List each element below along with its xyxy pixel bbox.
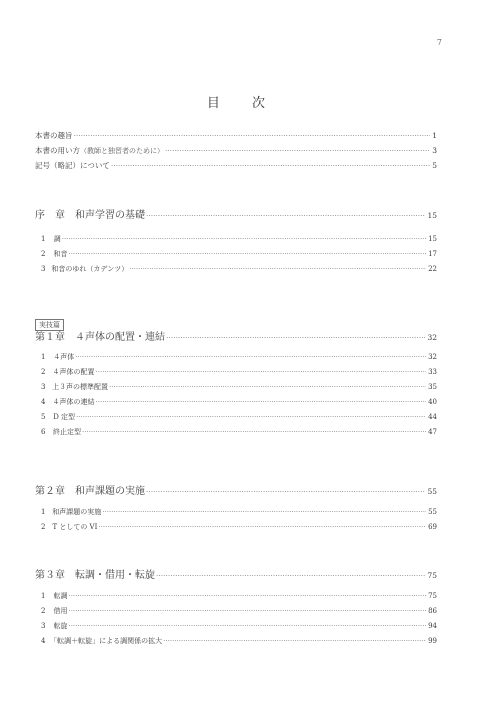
- chapter-3-sections: [35, 591, 437, 651]
- section-label: 調: [53, 235, 61, 243]
- dot-leader: [74, 131, 431, 140]
- chapter-page: 55: [427, 487, 437, 496]
- section-entry: [35, 591, 437, 606]
- chapter-heading: [35, 566, 437, 581]
- section-entry: [35, 427, 437, 442]
- section-label: 終止定型: [53, 428, 82, 436]
- chapter-2: [35, 482, 437, 497]
- dot-leader: [163, 637, 426, 645]
- dot-leader: [76, 413, 426, 421]
- chapter-heading: [35, 482, 437, 497]
- chapter-page: 75: [427, 571, 437, 580]
- section-entry: [35, 352, 437, 367]
- section-entry: [35, 606, 437, 621]
- dot-leader: [111, 161, 430, 170]
- dot-leader: [68, 622, 426, 630]
- dot-leader: [156, 571, 425, 580]
- dot-leader: [68, 250, 426, 258]
- section-entry: [35, 367, 437, 382]
- section-index: 2: [41, 250, 46, 258]
- chapter-page: 32: [427, 333, 437, 342]
- section-index: 2: [41, 607, 46, 615]
- dot-leader: [129, 265, 426, 273]
- section-label: 和声課題の実施: [52, 508, 102, 516]
- section-page: 32: [428, 353, 437, 361]
- section-label: 和音のゆれ（カデンツ）: [51, 265, 129, 273]
- dot-leader: [98, 523, 426, 531]
- dot-leader: [75, 353, 426, 361]
- section-label: ４声体の連結: [52, 398, 95, 406]
- dot-leader: [166, 333, 425, 342]
- toc-entry-page: 3: [432, 146, 437, 155]
- section-entry: [35, 412, 437, 427]
- toc-entry-usage: [35, 145, 437, 160]
- dot-leader: [146, 487, 425, 496]
- section-entry: [35, 382, 437, 397]
- section-page: 69: [428, 523, 437, 531]
- section-entry: [35, 264, 437, 279]
- front-matter: [35, 130, 437, 175]
- chapter-2-sections: [35, 507, 437, 537]
- dot-leader: [62, 235, 426, 243]
- section-index: 1: [41, 592, 46, 600]
- section-label: 借用: [53, 607, 68, 615]
- section-page: 35: [428, 383, 437, 391]
- section-index: 3: [41, 622, 46, 630]
- section-label: D 定型: [53, 413, 76, 421]
- chapter-title: 第２章 和声課題の実施: [35, 486, 145, 497]
- section-page: 33: [428, 368, 437, 376]
- section-label: ４声体: [53, 353, 75, 361]
- chapter-title: 第３章 転調・借用・転旋: [35, 570, 155, 581]
- page-title: 目 次: [206, 96, 280, 111]
- section-index: 4: [41, 637, 46, 645]
- intro-sections: [35, 234, 437, 279]
- section-index: 4: [41, 398, 46, 406]
- section-index: 2: [41, 368, 46, 376]
- section-label: ４声体の配置: [52, 368, 95, 376]
- chapter-page: 15: [427, 211, 437, 220]
- section-index: 3: [41, 265, 46, 273]
- toc-entry-page: 5: [432, 161, 437, 170]
- chapter-1-sections: [35, 352, 437, 442]
- chapter-intro: [35, 206, 437, 221]
- toc-entry-purpose: [35, 130, 437, 145]
- toc-entry-label: 本書の趣旨: [35, 131, 73, 140]
- section-index: 5: [41, 413, 46, 421]
- section-index: 3: [41, 383, 46, 391]
- section-page: 86: [428, 607, 437, 615]
- chapter-heading: [35, 328, 437, 343]
- section-entry: [35, 507, 437, 522]
- section-index: 1: [41, 235, 46, 243]
- section-page: 44: [428, 413, 437, 421]
- section-label: T としての VI: [52, 523, 98, 531]
- section-entry: [35, 522, 437, 537]
- dot-leader: [146, 211, 425, 220]
- dot-leader: [68, 607, 426, 615]
- dot-leader: [96, 368, 427, 376]
- chapter-3: [35, 566, 437, 581]
- section-page: 40: [428, 398, 437, 406]
- dot-leader: [96, 398, 427, 406]
- section-index: 1: [41, 508, 46, 516]
- section-page: 99: [428, 637, 437, 645]
- section-label: 転調: [53, 592, 68, 600]
- section-page: 15: [428, 235, 437, 243]
- section-entry: [35, 249, 437, 264]
- chapter-title: 第１章 ４声体の配置・連結: [35, 332, 165, 343]
- section-label: 「転調＋転旋」による調関係の拡大: [50, 637, 163, 645]
- section-page: 22: [428, 265, 437, 273]
- section-page: 55: [428, 508, 437, 516]
- section-page: 17: [428, 250, 437, 258]
- dot-leader: [102, 508, 426, 516]
- section-index: 6: [41, 428, 46, 436]
- toc-entry-label: 本書の用い方: [35, 146, 80, 155]
- toc-entry-note: （教師と独習者のために）: [80, 147, 164, 155]
- dot-leader: [109, 383, 426, 391]
- section-label: 上３声の標準配置: [52, 383, 109, 391]
- dot-leader: [68, 592, 426, 600]
- section-page: 94: [428, 622, 437, 630]
- section-entry: [35, 397, 437, 412]
- section-label: 転旋: [53, 622, 68, 630]
- page-number: 7: [436, 38, 442, 47]
- toc-entry-symbols: [35, 160, 437, 175]
- section-label: 和音: [53, 250, 68, 258]
- section-index: 2: [41, 523, 46, 531]
- section-entry: [35, 636, 437, 651]
- section-entry: [35, 621, 437, 636]
- section-page: 47: [428, 428, 437, 436]
- section-index: 1: [41, 353, 46, 361]
- section-entry: [35, 234, 437, 249]
- dot-leader: [82, 428, 426, 436]
- chapter-1: [35, 328, 437, 343]
- section-page: 75: [428, 592, 437, 600]
- toc-entry-page: 1: [432, 131, 437, 140]
- toc-entry-label: 記号（略記）について: [35, 161, 110, 170]
- chapter-title: 序 章 和声学習の基礎: [35, 210, 145, 221]
- chapter-heading: [35, 206, 437, 221]
- part-tag: 実技篇: [35, 319, 64, 331]
- dot-leader: [165, 146, 430, 155]
